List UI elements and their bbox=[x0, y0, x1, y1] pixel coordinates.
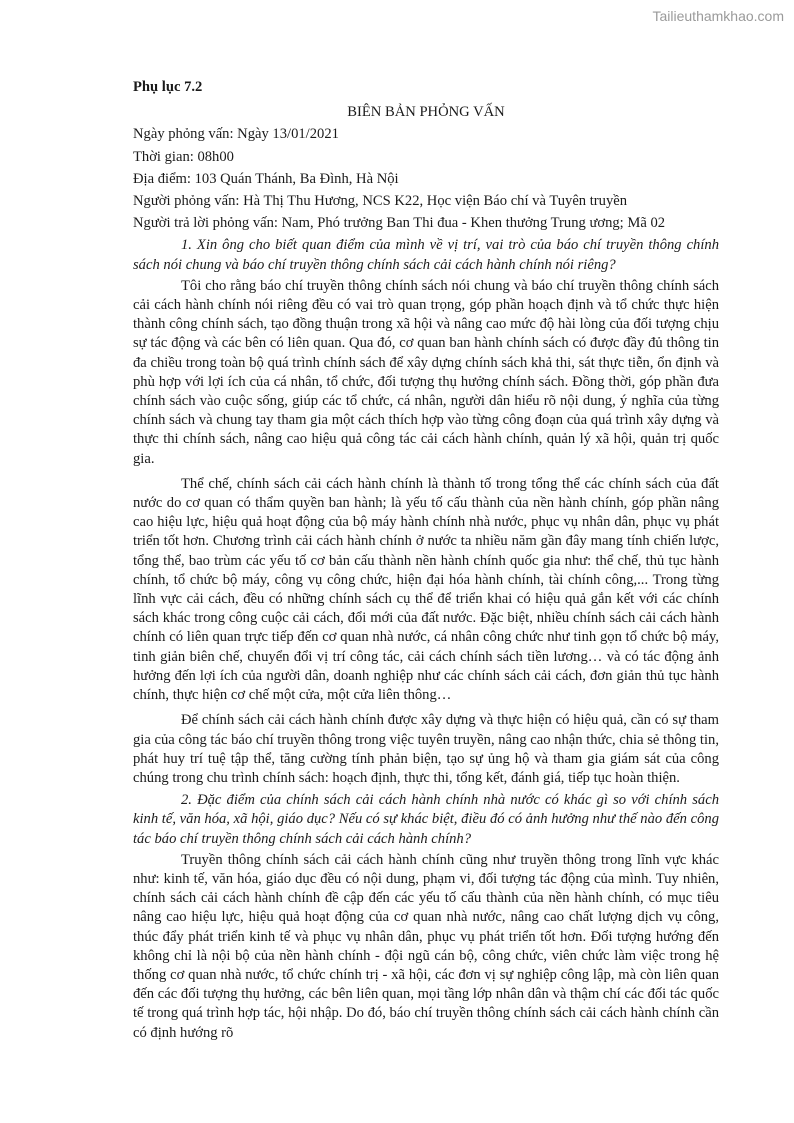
respondent: Người trả lời phỏng vấn: Nam, Phó trưởng Ban Thi đua - Khen thưởng Trung ương; Mã 02 bbox=[133, 215, 666, 232]
appendix-label: Phụ lục 7.2 bbox=[133, 79, 203, 95]
interviewer: Người phỏng vấn: Hà Thị Thu Hương, NCS K22, Học viện Báo chí và Tuyên truyền bbox=[133, 193, 628, 210]
answer-1-paragraph-1: Tôi cho rằng báo chí truyền thông chính sách nói chung và báo chí truyền thông chính sách cải cách hành chính nói riêng đều có vai trò quan trọng, góp phần hoạch định và tổ chức thực hiện thành công chính sách, tạo đồng thuận trong xã hội và nâng cao mức độ hài lòng của đối tượng chịu sự tác động và các bên có liên quan. Qua đó, cơ quan ban hành chính sách có được đầy đủ thông tin đa chiều trong toàn bộ quá trình chính sách để xây dựng chính sách khả thi, sát thực tiễn, ổn định và phù hợp với lợi ích của cá nhân, tổ chức, đối tượng thụ hưởng chính sách. Đồng thời, góp phần đưa chính sách vào cuộc sống, giúp các tổ chức, cá nhân, người dân hiểu rõ nội dung, ý nghĩa của từng chính sách và chung tay tham gia một cách thích hợp vào từng công đoạn của quá trình xây dựng và thực thi chính sách, nâng cao hiệu quả công tác cải cách hành chính, quản lý xã hội, quản trị quốc gia. bbox=[133, 277, 719, 467]
interview-date: Ngày phỏng vấn: Ngày 13/01/2021 bbox=[133, 126, 339, 143]
interview-time: Thời gian: 08h00 bbox=[133, 148, 234, 165]
document-body bbox=[133, 78, 719, 1046]
interview-location: Địa điểm: 103 Quán Thánh, Ba Đình, Hà Nội bbox=[133, 170, 399, 187]
answer-1-paragraph-2: Thể chế, chính sách cải cách hành chính là thành tố trong tổng thể các chính sách của đất nước do cơ quan có thẩm quyền ban hành; là yếu tố cấu thành của nền hành chính, góp phần nâng cao hiệu lực, hiệu quả hoạt động của bộ máy hành chính nhà nước, phục vụ nhân dân, phục vụ phát triển tốt hơn. Chương trình cải cách hành chính ở nước ta nhiều năm gần đây mang tính chiến lược, tổng thể, bao trùm các yếu tố cơ bản cấu thành nền hành chính quốc gia như: thể chế, thủ tục hành chính, tổ chức bộ máy, công vụ công chức, hiện đại hóa hành chính, tài chính công,... Trong từng lĩnh vực cải cách, đều có những chính sách cụ thể để triển khai có hiệu quả gắn kết với các chính sách khác trong công cuộc cải cách, đổi mới của đất nước. Đặc biệt, nhiều chính sách cải cách hành chính có liên quan trực tiếp đến cơ quan nhà nước, cá nhân công chức như tinh gọn tổ chức bộ máy, tinh giản biên chế, chuyển đổi vị trí công tác, cải cách chính sách tiền lương… và có tác động ảnh hưởng đến lợi ích của người dân, doanh nghiệp như các chính sách cải cách, đơn giản thủ tục hành chính, thực hiện cơ chế một cửa, một cửa liên thông… bbox=[133, 475, 719, 704]
answer-2-paragraph-1: Truyền thông chính sách cải cách hành chính cũng như truyền thông trong lĩnh vực khác như: kinh tế, văn hóa, giáo dục đều có nội dung, phạm vi, đối tượng tác động của mình. Tuy nhiên, chính sách cải cách hành chính đề cập đến các yếu tố cấu thành của nền hành chính, có mục tiêu nâng cao hiệu lực, hiệu quả hoạt động của cơ quan nhà nước, nâng cao chất lượng dịch vụ công, thúc đẩy phát triển kinh tế và phục vụ nhân dân, phục vụ phát triển tốt hơn. Đối tượng hướng đến không chỉ là nội bộ của nền hành chính - đội ngũ cán bộ, công chức, viên chức làm việc trong hệ thống cơ quan nhà nước, tổ chức chính trị - xã hội, các đơn vị sự nghiệp công lập, mà còn liên quan đến các đối tượng thụ hưởng, các bên liên quan, mọi tầng lớp nhân dân và thậm chí các đối tác quốc tế trong quá trình hợp tác, hội nhập. Do đó, báo chí truyền thông chính sách cải cách hành chính cần có định hướng rõ bbox=[133, 851, 719, 1041]
watermark: Tailieuthamkhao.com bbox=[652, 8, 784, 24]
document-title: BIÊN BẢN PHỎNG VẤN bbox=[347, 104, 505, 121]
question-2: 2. Đặc điểm của chính sách cải cách hành chính nhà nước có khác gì so với chính sách kinh tế, văn hóa, xã hội, giáo dục? Nếu có sự khác biệt, điều đó có ảnh hưởng như thế nào đến công tác báo chí truyền thông chính sách cải cách hành chính? bbox=[133, 792, 719, 847]
question-1: 1. Xin ông cho biết quan điểm của mình về vị trí, vai trò của báo chí truyền thông chính sách nói chung và báo chí truyền thông chính sách cải cách hành chính nói riêng? bbox=[133, 237, 719, 273]
answer-1-paragraph-3: Để chính sách cải cách hành chính được xây dựng và thực hiện có hiệu quả, cần có sự tham gia của công tác báo chí truyền thông trong việc tuyên truyền, nâng cao nhận thức, chia sẻ thông tin, phát huy trí tuệ tập thể, tăng cường tính phản biện, tạo sự ủng hộ và tham gia giám sát của công chúng trong chu trình chính sách: hoạch định, thực thi, tổng kết, đánh giá, tiếp tục hoàn thiện. bbox=[133, 712, 719, 786]
